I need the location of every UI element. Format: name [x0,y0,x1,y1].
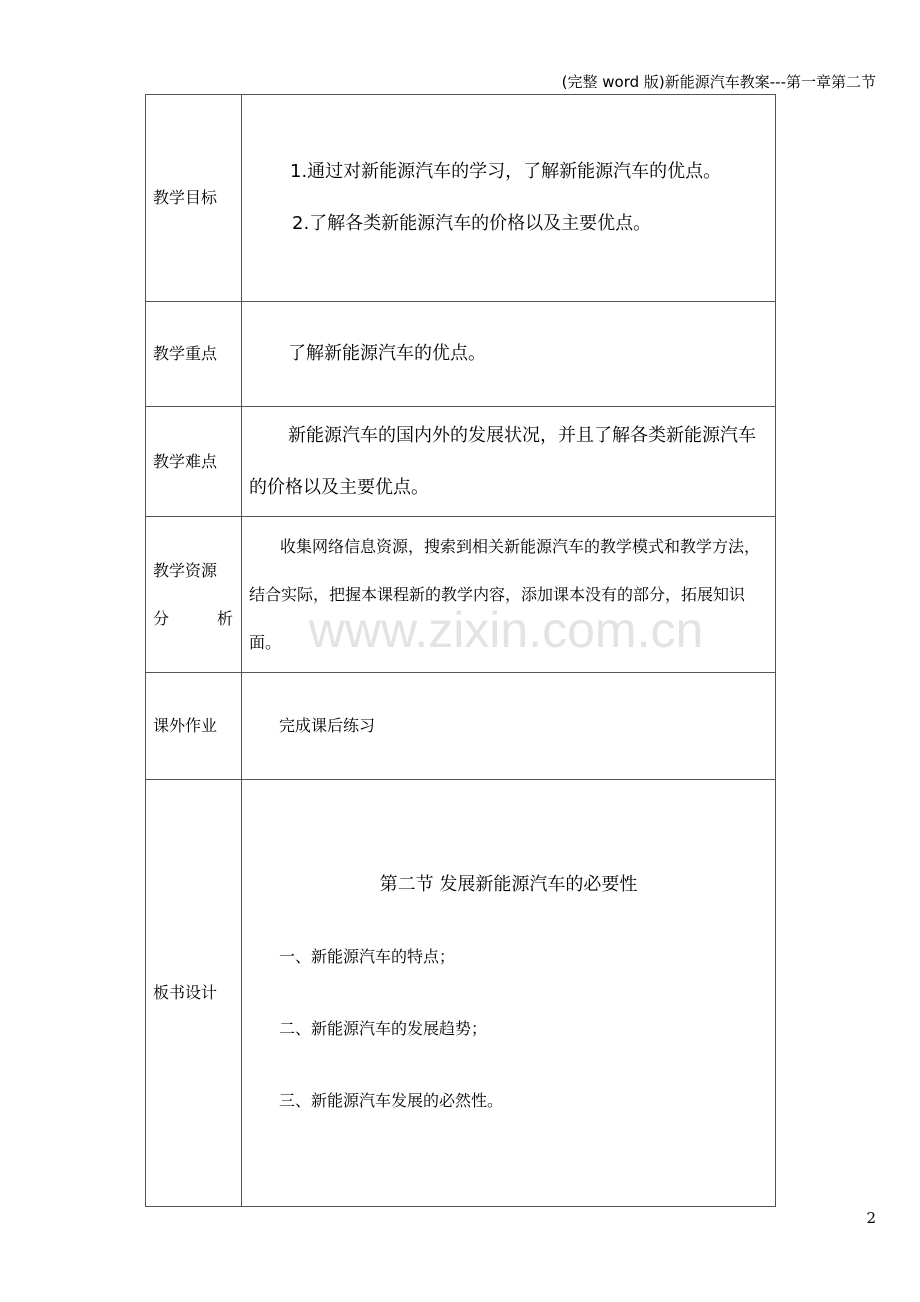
objective-item-2: 2.了解各类新能源汽车的价格以及主要优点。 [292,213,652,234]
resources-label [146,517,242,673]
board-label: 板书设计 [146,780,242,1207]
resources-label-fen: 分 [153,608,170,628]
row-difficulty [146,407,776,517]
resources-label-xi: 析 [216,608,233,628]
watermark: www.zixin.com.cn [308,602,704,658]
homework-text: 完成课后练习 [279,716,376,735]
objective-item-1: 1.通过对新能源汽车的学习，了解新能源汽车的优点。 [290,161,722,182]
page-number: 2 [866,1209,876,1227]
board-item-2: 二、新能源汽车的发展趋势； [279,1019,488,1038]
row-board-design [146,780,776,1207]
board-item-1: 一、新能源汽车的特点； [279,947,456,966]
key-point-content [242,302,776,407]
row-objectives [146,95,776,302]
row-resources [146,517,776,673]
row-key-point [146,302,776,407]
resources-text: 收集网络信息资源，搜索到相关新能源汽车的教学模式和教学方法，结合实际，把握本课程新的教学内容，添加课本没有的部分，拓展知识面。 [249,536,761,652]
document-header: (完整 word 版)新能源汽车教案---第一章第二节 [561,73,876,91]
difficulty-label: 教学难点 [146,407,242,517]
board-title: 第二节 发展新能源汽车的必要性 [379,874,638,895]
homework-content [242,673,776,780]
board-content [242,780,776,1207]
resources-label-line1: 教学资源 [153,560,218,580]
board-item-3: 三、新能源汽车发展的必然性。 [279,1091,504,1110]
resources-label-line2 [153,608,241,630]
objectives-content [242,95,776,302]
resources-content [242,517,776,673]
lesson-plan-table [145,94,776,1207]
row-homework [146,673,776,780]
difficulty-content [242,407,776,517]
homework-label: 课外作业 [146,673,242,780]
difficulty-text: 新能源汽车的国内外的发展状况，并且了解各类新能源汽车的价格以及主要优点。 [249,424,756,498]
key-point-label: 教学重点 [146,302,242,407]
objectives-label: 教学目标 [146,95,242,302]
key-point-text: 了解新能源汽车的优点。 [288,343,486,364]
